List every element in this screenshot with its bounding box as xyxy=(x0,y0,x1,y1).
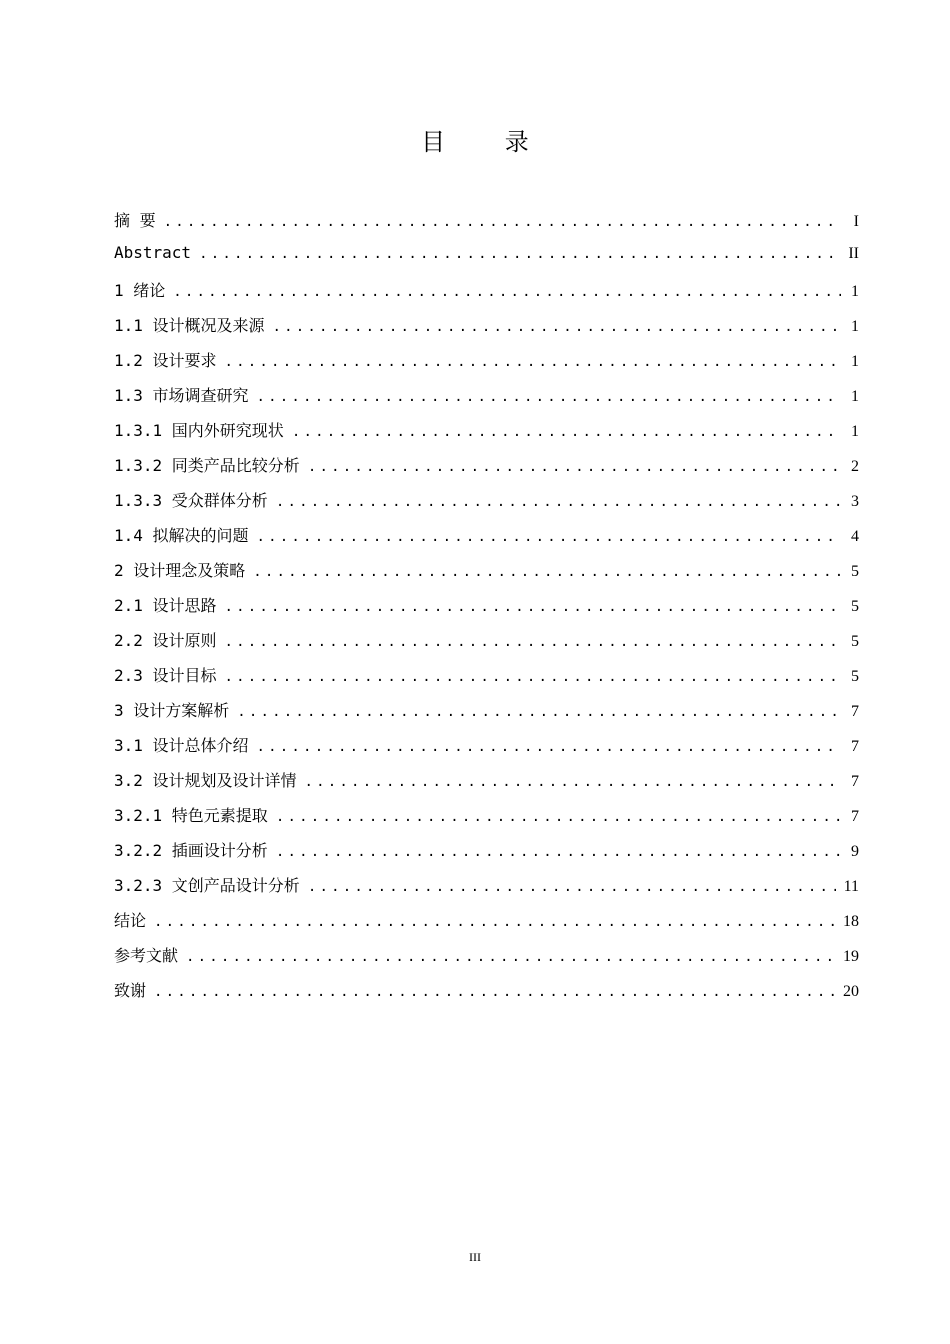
table-of-contents xyxy=(114,208,859,1013)
toc-entry-page: 4 xyxy=(851,528,859,545)
toc-entry-page: 7 xyxy=(851,808,859,825)
toc-entry-label: 1.3.2 同类产品比较分析 xyxy=(114,456,300,475)
toc-entry[interactable] xyxy=(114,908,859,943)
toc-leader-dots xyxy=(225,634,841,650)
toc-entry-page: 1 xyxy=(851,318,859,335)
toc-entry-label: 3 设计方案解析 xyxy=(114,701,230,720)
toc-entry[interactable] xyxy=(114,943,859,978)
toc-entry-page: 9 xyxy=(851,843,859,860)
toc-entry-label: 致谢 xyxy=(114,981,147,1000)
toc-entry-label: 1.2 设计要求 xyxy=(114,351,217,370)
toc-entry[interactable] xyxy=(114,278,859,313)
toc-leader-dots xyxy=(308,459,841,475)
toc-entry[interactable] xyxy=(114,313,859,348)
toc-entry[interactable] xyxy=(114,523,859,558)
toc-leader-dots xyxy=(164,214,841,230)
toc-entry-label: 3.2.1 特色元素提取 xyxy=(114,806,268,825)
toc-entry-label: 1.3 市场调查研究 xyxy=(114,386,249,405)
toc-entry-page: 20 xyxy=(843,983,859,1000)
toc-entry[interactable] xyxy=(114,873,859,908)
toc-leader-dots xyxy=(257,739,841,755)
toc-leader-dots xyxy=(225,354,841,370)
toc-entry-label: 3.2 设计规划及设计详情 xyxy=(114,771,297,790)
toc-entry-page: 5 xyxy=(851,598,859,615)
toc-leader-dots xyxy=(154,984,835,1000)
toc-entry-label: 3.1 设计总体介绍 xyxy=(114,736,249,755)
toc-entry-label: 1 绪论 xyxy=(114,281,166,300)
toc-entry-page: 1 xyxy=(851,388,859,405)
toc-entry-label: 2.1 设计思路 xyxy=(114,596,217,615)
toc-leader-dots xyxy=(199,246,840,262)
toc-entry-page: 5 xyxy=(851,563,859,580)
toc-entry-page: 5 xyxy=(851,668,859,685)
toc-leader-dots xyxy=(276,809,841,825)
toc-leader-dots xyxy=(253,564,841,580)
toc-entry-page: 2 xyxy=(851,458,859,475)
toc-entry-page: 7 xyxy=(851,703,859,720)
toc-entry-page: 5 xyxy=(851,633,859,650)
toc-entry-page: 3 xyxy=(851,493,859,510)
toc-entry[interactable] xyxy=(114,558,859,593)
toc-leader-dots xyxy=(305,774,841,790)
toc-entry[interactable] xyxy=(114,453,859,488)
toc-entry[interactable] xyxy=(114,628,859,663)
toc-entry[interactable] xyxy=(114,383,859,418)
toc-leader-dots xyxy=(257,529,841,545)
toc-entry-page: 1 xyxy=(851,283,859,300)
toc-leader-dots xyxy=(225,599,841,615)
page-title: 目 录 xyxy=(421,128,555,156)
toc-entry-page: 19 xyxy=(843,948,859,965)
toc-entry-label: 3.2.2 插画设计分析 xyxy=(114,841,268,860)
toc-leader-dots xyxy=(276,494,841,510)
toc-entry[interactable] xyxy=(114,663,859,698)
toc-entry[interactable] xyxy=(114,768,859,803)
toc-leader-dots xyxy=(237,704,841,720)
toc-entry-page: II xyxy=(848,245,859,262)
toc-entry-label: 1.4 拟解决的问题 xyxy=(114,526,249,545)
toc-entry[interactable] xyxy=(114,243,859,278)
toc-entry-page: 1 xyxy=(851,353,859,370)
toc-entry[interactable] xyxy=(114,418,859,453)
toc-entry[interactable] xyxy=(114,733,859,768)
toc-entry[interactable] xyxy=(114,348,859,383)
toc-entry-label: 2.2 设计原则 xyxy=(114,631,217,650)
toc-entry-label: 2.3 设计目标 xyxy=(114,666,217,685)
toc-leader-dots xyxy=(308,879,836,895)
toc-entry-label: 1.3.1 国内外研究现状 xyxy=(114,421,284,440)
toc-entry[interactable] xyxy=(114,208,859,243)
toc-entry-label: 2 设计理念及策略 xyxy=(114,561,246,580)
toc-leader-dots xyxy=(292,424,841,440)
toc-leader-dots xyxy=(225,669,841,685)
toc-leader-dots xyxy=(173,284,841,300)
page-number: III xyxy=(469,1250,481,1264)
toc-entry-page: 11 xyxy=(843,878,859,895)
toc-entry-label: 1.3.3 受众群体分析 xyxy=(114,491,268,510)
toc-entry[interactable] xyxy=(114,838,859,873)
toc-entry-page: 18 xyxy=(843,913,859,930)
toc-entry-label: 3.2.3 文创产品设计分析 xyxy=(114,876,300,895)
toc-leader-dots xyxy=(186,949,835,965)
toc-entry-page: I xyxy=(853,213,859,230)
toc-entry[interactable] xyxy=(114,978,859,1013)
toc-entry-label: 摘 要 xyxy=(114,211,156,230)
toc-leader-dots xyxy=(276,844,841,860)
toc-entry[interactable] xyxy=(114,488,859,523)
toc-entry-label: 参考文献 xyxy=(114,946,179,965)
toc-entry-label: 结论 xyxy=(114,911,147,930)
toc-entry-label: 1.1 设计概况及来源 xyxy=(114,316,265,335)
toc-leader-dots xyxy=(257,389,841,405)
toc-entry-page: 7 xyxy=(851,773,859,790)
toc-entry[interactable] xyxy=(114,593,859,628)
toc-leader-dots xyxy=(154,914,835,930)
toc-leader-dots xyxy=(273,319,841,335)
toc-entry-label: Abstract xyxy=(114,243,192,262)
toc-entry[interactable] xyxy=(114,698,859,733)
toc-entry-page: 7 xyxy=(851,738,859,755)
toc-entry[interactable] xyxy=(114,803,859,838)
toc-entry-page: 1 xyxy=(851,423,859,440)
